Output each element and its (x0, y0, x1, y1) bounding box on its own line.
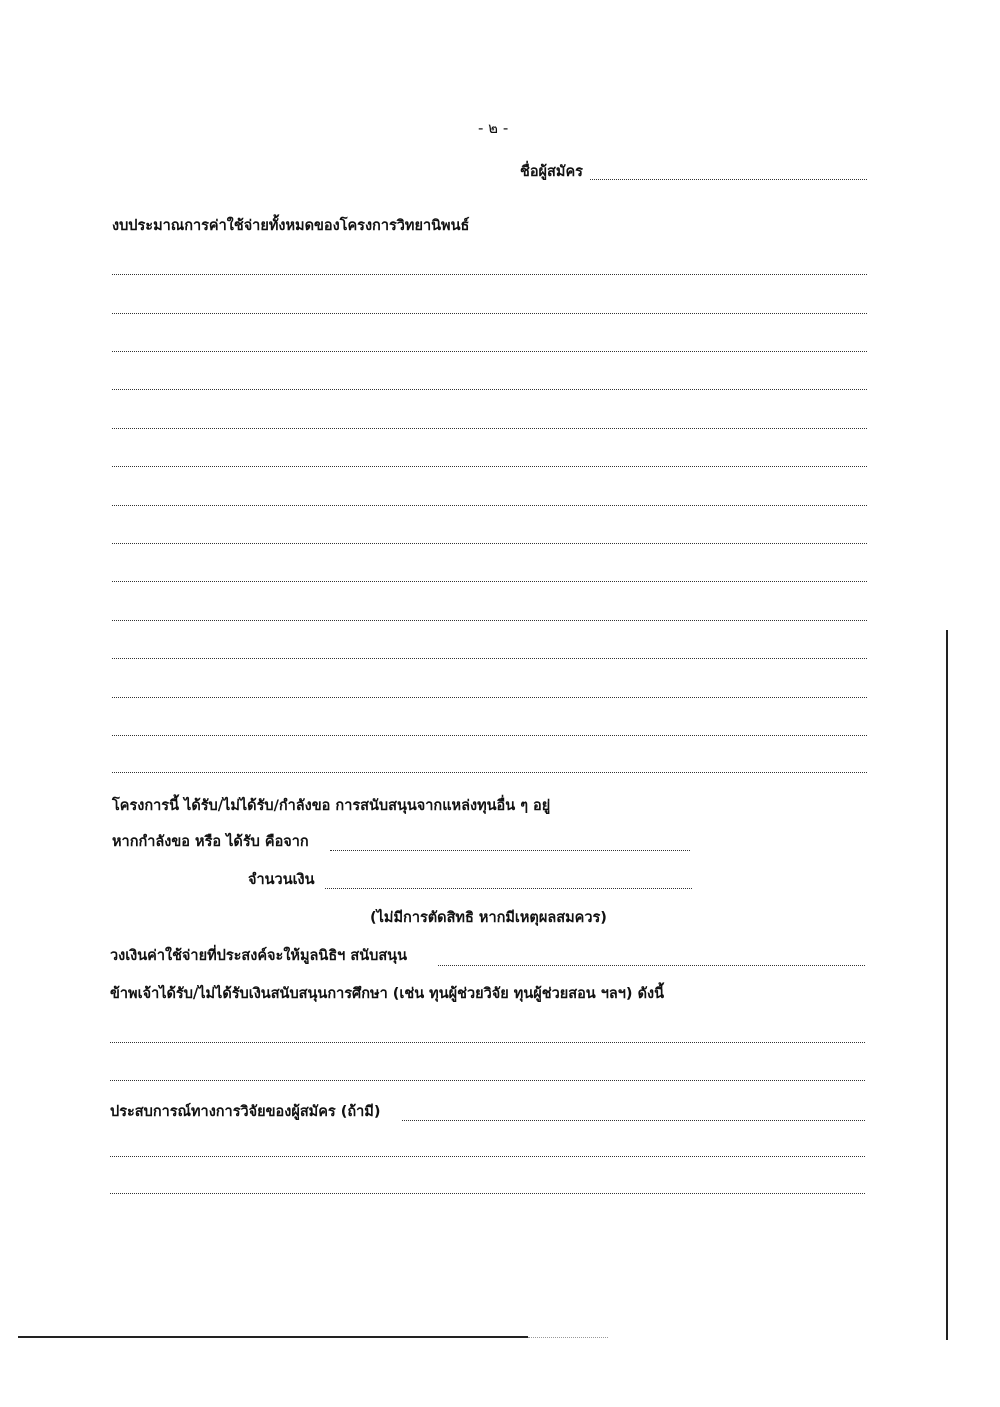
page-number: - ๒ - (478, 119, 509, 137)
budget-line[interactable] (112, 428, 867, 429)
funding-amount-label: จำนวนเงิน (248, 872, 315, 888)
research-experience-line[interactable] (110, 1193, 865, 1194)
budget-line[interactable] (112, 389, 867, 390)
requested-budget-label: วงเงินค่าใช้จ่ายที่ประสงค์จะให้มูลนิธิฯ สนับสนุน (110, 948, 407, 964)
scholarship-line[interactable] (110, 1042, 865, 1043)
applicant-name-field[interactable] (590, 179, 867, 180)
budget-heading: งบประมาณการค่าใช้จ่ายทั้งหมดของโครงการวิทยานิพนธ์ (112, 218, 470, 234)
budget-line[interactable] (112, 658, 867, 659)
scan-edge-right (946, 630, 948, 1340)
scholarship-line[interactable] (110, 1080, 865, 1081)
funding-amount-field[interactable] (325, 888, 692, 889)
scan-edge-bottom (18, 1336, 528, 1338)
research-experience-field[interactable] (402, 1120, 865, 1121)
budget-line[interactable] (112, 313, 867, 314)
funding-source-field[interactable] (330, 850, 690, 851)
research-experience-label: ประสบการณ์ทางการวิจัยของผู้สมัคร (ถ้ามี) (110, 1104, 381, 1120)
applicant-name-label: ชื่อผู้สมัคร (520, 164, 583, 180)
scan-edge-bottom-faint (528, 1337, 608, 1338)
requested-budget-field[interactable] (438, 965, 865, 966)
funding-source-label: หากกำลังขอ หรือ ได้รับ คือจาก (112, 834, 309, 850)
budget-line[interactable] (112, 772, 867, 773)
budget-line[interactable] (112, 351, 867, 352)
funding-status-line: โครงการนี้ ได้รับ/ไม่ได้รับ/กำลังขอ การสนับสนุนจากแหล่งทุนอื่น ๆ อยู่ (112, 798, 551, 814)
budget-line[interactable] (112, 581, 867, 582)
budget-line[interactable] (112, 620, 867, 621)
budget-line[interactable] (112, 466, 867, 467)
budget-line[interactable] (112, 543, 867, 544)
scholarship-statement: ข้าพเจ้าได้รับ/ไม่ได้รับเงินสนับสนุนการศึกษา (เช่น ทุนผู้ช่วยวิจัย ทุนผู้ช่วยสอน ฯลฯ) ดังนี้ (110, 986, 665, 1002)
funding-note: (ไม่มีการตัดสิทธิ หากมีเหตุผลสมควร) (370, 910, 607, 926)
budget-line[interactable] (112, 505, 867, 506)
research-experience-line[interactable] (110, 1156, 865, 1157)
budget-line[interactable] (112, 697, 867, 698)
budget-line[interactable] (112, 735, 867, 736)
budget-line[interactable] (112, 274, 867, 275)
